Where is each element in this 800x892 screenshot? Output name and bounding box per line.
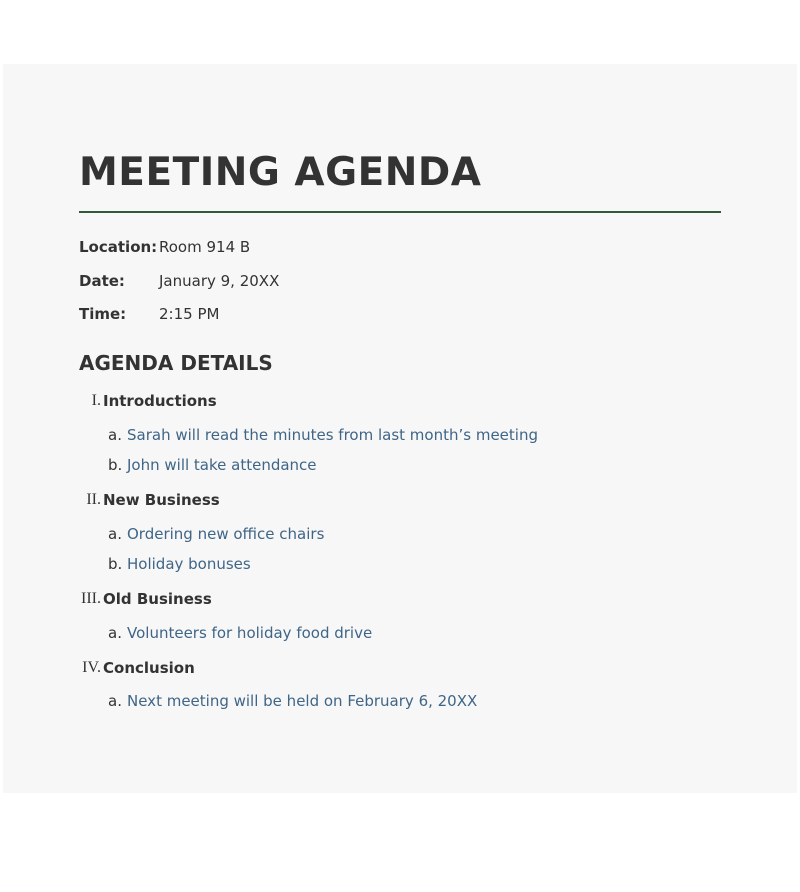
meeting-details bbox=[79, 231, 279, 332]
agenda-item-link[interactable]: Next meeting will be held on February 6, 20XX bbox=[127, 692, 478, 710]
agenda-item-link[interactable]: Sarah will read the minutes from last month’s meeting bbox=[127, 425, 538, 444]
item-marker: b. bbox=[108, 456, 123, 474]
agenda-document bbox=[3, 64, 797, 793]
section-marker: IV. bbox=[82, 658, 101, 676]
agenda-details-heading: AGENDA DETAILS bbox=[79, 351, 273, 375]
section-label: Old Business bbox=[103, 590, 212, 608]
item-marker: a. bbox=[108, 425, 122, 444]
date-value: January 9, 20XX bbox=[159, 271, 280, 290]
location-row bbox=[79, 231, 279, 265]
location-label: Location: bbox=[79, 238, 158, 256]
section-label: New Business bbox=[103, 491, 220, 509]
item-marker: a. bbox=[108, 692, 122, 710]
time-value: 2:15 PM bbox=[159, 305, 220, 323]
item-marker: a. bbox=[108, 623, 122, 642]
title-divider bbox=[79, 211, 721, 213]
section-marker: I. bbox=[91, 392, 101, 409]
date-row bbox=[79, 265, 279, 299]
item-marker: a. bbox=[108, 524, 122, 543]
time-label: Time: bbox=[79, 305, 127, 323]
agenda-item-link[interactable]: Ordering new office chairs bbox=[127, 524, 325, 543]
agenda-item-link[interactable]: John will take attendance bbox=[127, 456, 317, 474]
time-row bbox=[79, 298, 279, 332]
section-label: Conclusion bbox=[103, 658, 195, 677]
agenda-item-link[interactable]: Holiday bonuses bbox=[127, 555, 251, 573]
location-value: Room 914 B bbox=[159, 238, 251, 256]
section-label: Introductions bbox=[103, 392, 217, 410]
date-label: Date: bbox=[79, 271, 125, 290]
item-marker: b. bbox=[108, 555, 123, 573]
section-marker: II. bbox=[86, 491, 101, 508]
page-title: MEETING AGENDA bbox=[79, 150, 482, 195]
agenda-item-link[interactable]: Volunteers for holiday food drive bbox=[127, 623, 373, 642]
section-marker: III. bbox=[81, 590, 101, 607]
